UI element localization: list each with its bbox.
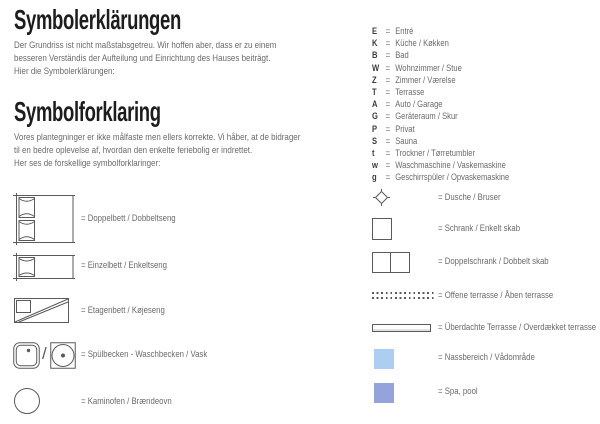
equals-sign: = <box>385 86 391 98</box>
room-code-row <box>372 38 509 50</box>
slash-separator: / <box>42 344 47 363</box>
german-intro-paragraph <box>14 39 276 78</box>
room-code: t <box>372 147 375 159</box>
open-terrace-label: = Offene terrasse / Åben terrasse <box>438 290 554 301</box>
room-code: B <box>372 50 378 62</box>
covered-terrace-label: = Überdachte Terrasse / Overdækket terrasse <box>438 322 597 333</box>
room-code-row <box>372 148 509 160</box>
equals-sign: = <box>385 26 391 37</box>
room-code: g <box>372 172 377 184</box>
room-code-label: Küche / Køkken <box>395 38 449 50</box>
equals-sign: = <box>385 111 391 123</box>
equals-sign: = <box>385 160 391 172</box>
spa-pool-label: = Spa, pool <box>438 386 478 397</box>
wood-stove-icon <box>13 387 41 415</box>
single-bed-icon <box>13 253 75 281</box>
covered-terrace-icon <box>372 324 431 332</box>
wood-stove-label: = Kaminofen / Brændeovn <box>81 396 172 407</box>
wash-basin-icon <box>50 342 76 369</box>
dot-row <box>372 292 434 294</box>
equals-sign: = <box>385 147 391 159</box>
room-code: W <box>372 62 380 74</box>
room-code: P <box>372 123 378 135</box>
double-cabinet-icon <box>372 252 410 273</box>
room-code-label: Privat <box>395 123 415 135</box>
wet-area-label: = Nassbereich / Vådområde <box>438 352 535 363</box>
room-code-label: Auto / Garage <box>395 99 443 111</box>
room-code-row <box>372 50 509 62</box>
double-bed-icon <box>13 193 75 245</box>
room-code-label: Wohnzimmer / Stue <box>395 62 462 74</box>
room-code-row <box>372 63 509 75</box>
german-intro-line: Hier die Symbolerklärungen: <box>14 66 115 77</box>
bunk-bed-label: = Etagenbett / Køjeseng <box>81 305 165 316</box>
room-code-label: Waschmaschine / Vaskemaskine <box>395 160 506 172</box>
room-code: w <box>372 160 378 172</box>
room-code-label: Trockner / Tørretumbler <box>395 147 476 159</box>
double-bed-label: = Doppelbett / Dobbeltseng <box>81 213 176 224</box>
equals-sign: = <box>385 38 391 50</box>
double-cabinet-label: = Doppelschrank / Dobbelt skab <box>438 256 549 267</box>
equals-sign: = <box>385 74 391 86</box>
double-cabinet-divider <box>373 253 391 272</box>
room-code-row <box>372 160 509 172</box>
page-title-danish: Symbolforklaring <box>14 96 161 127</box>
cabinet-icon <box>372 218 392 240</box>
equals-sign: = <box>385 62 391 74</box>
room-code: S <box>372 135 378 147</box>
kitchen-sink-icon <box>13 342 40 369</box>
single-bed-label: = Einzelbett / Enkeltseng <box>81 260 167 271</box>
equals-sign: = <box>385 50 391 62</box>
spa-pool-icon <box>374 383 394 403</box>
sink-label: = Spülbecken - Waschbecken / Vask <box>81 349 208 360</box>
room-code-label: Sauna <box>395 135 418 147</box>
room-code-list <box>372 26 509 184</box>
page-title-german: Symbolerklärungen <box>14 4 181 35</box>
german-intro-line: besseren Verständis der Aufteilung und Einrichtung des Hauses beiträgt. <box>14 53 271 64</box>
danish-intro-line: Her ses de forskellige symbolforklaringer: <box>14 158 161 169</box>
room-code-label: Entré <box>395 26 414 37</box>
equals-sign: = <box>385 123 391 135</box>
room-code-label: Zimmer / Værelse <box>395 74 456 86</box>
equals-sign: = <box>385 99 391 111</box>
room-code-row <box>372 99 509 111</box>
cabinet-label: = Schrank / Enkelt skab <box>438 223 521 234</box>
room-code-row <box>372 172 509 184</box>
room-code: A <box>372 99 378 111</box>
shower-icon <box>373 189 390 206</box>
room-code-row <box>372 136 509 148</box>
room-code-label: Geräteraum / Skur <box>395 111 458 123</box>
room-code-row <box>372 87 509 99</box>
room-code-row <box>372 124 509 136</box>
room-code-row <box>372 26 509 38</box>
danish-intro-paragraph <box>14 131 300 170</box>
room-code: G <box>372 111 378 123</box>
equals-sign: = <box>385 172 391 184</box>
room-code: T <box>372 86 377 98</box>
danish-intro-line: til en bedre oplevelse af, hvordan den enkelte feriebolig er indrettet. <box>14 145 253 156</box>
german-intro-line: Der Grundriss ist nicht maßstabsgetreu. Wir hoffen aber, dass er zu einem <box>14 40 277 51</box>
room-code: Z <box>372 74 377 86</box>
room-code-row <box>372 111 509 123</box>
room-code-label: Bad <box>395 50 409 62</box>
danish-intro-line: Vores plantegninger er ikke målfaste men ellers korrekte. Vi håber, at de bidrager <box>14 132 301 143</box>
room-code-row <box>372 75 509 87</box>
shower-label: = Dusche / Bruser <box>438 192 501 203</box>
wet-area-icon <box>374 349 394 369</box>
open-terrace-icon <box>372 292 434 302</box>
room-code-label: Geschirrspüler / Opvaskemaskine <box>395 172 510 184</box>
dot-row <box>372 297 434 299</box>
bunk-bed-icon <box>14 298 69 323</box>
room-code: K <box>372 38 378 50</box>
equals-sign: = <box>385 135 391 147</box>
room-code-label: Terrasse <box>395 86 425 98</box>
room-code: E <box>372 26 378 37</box>
